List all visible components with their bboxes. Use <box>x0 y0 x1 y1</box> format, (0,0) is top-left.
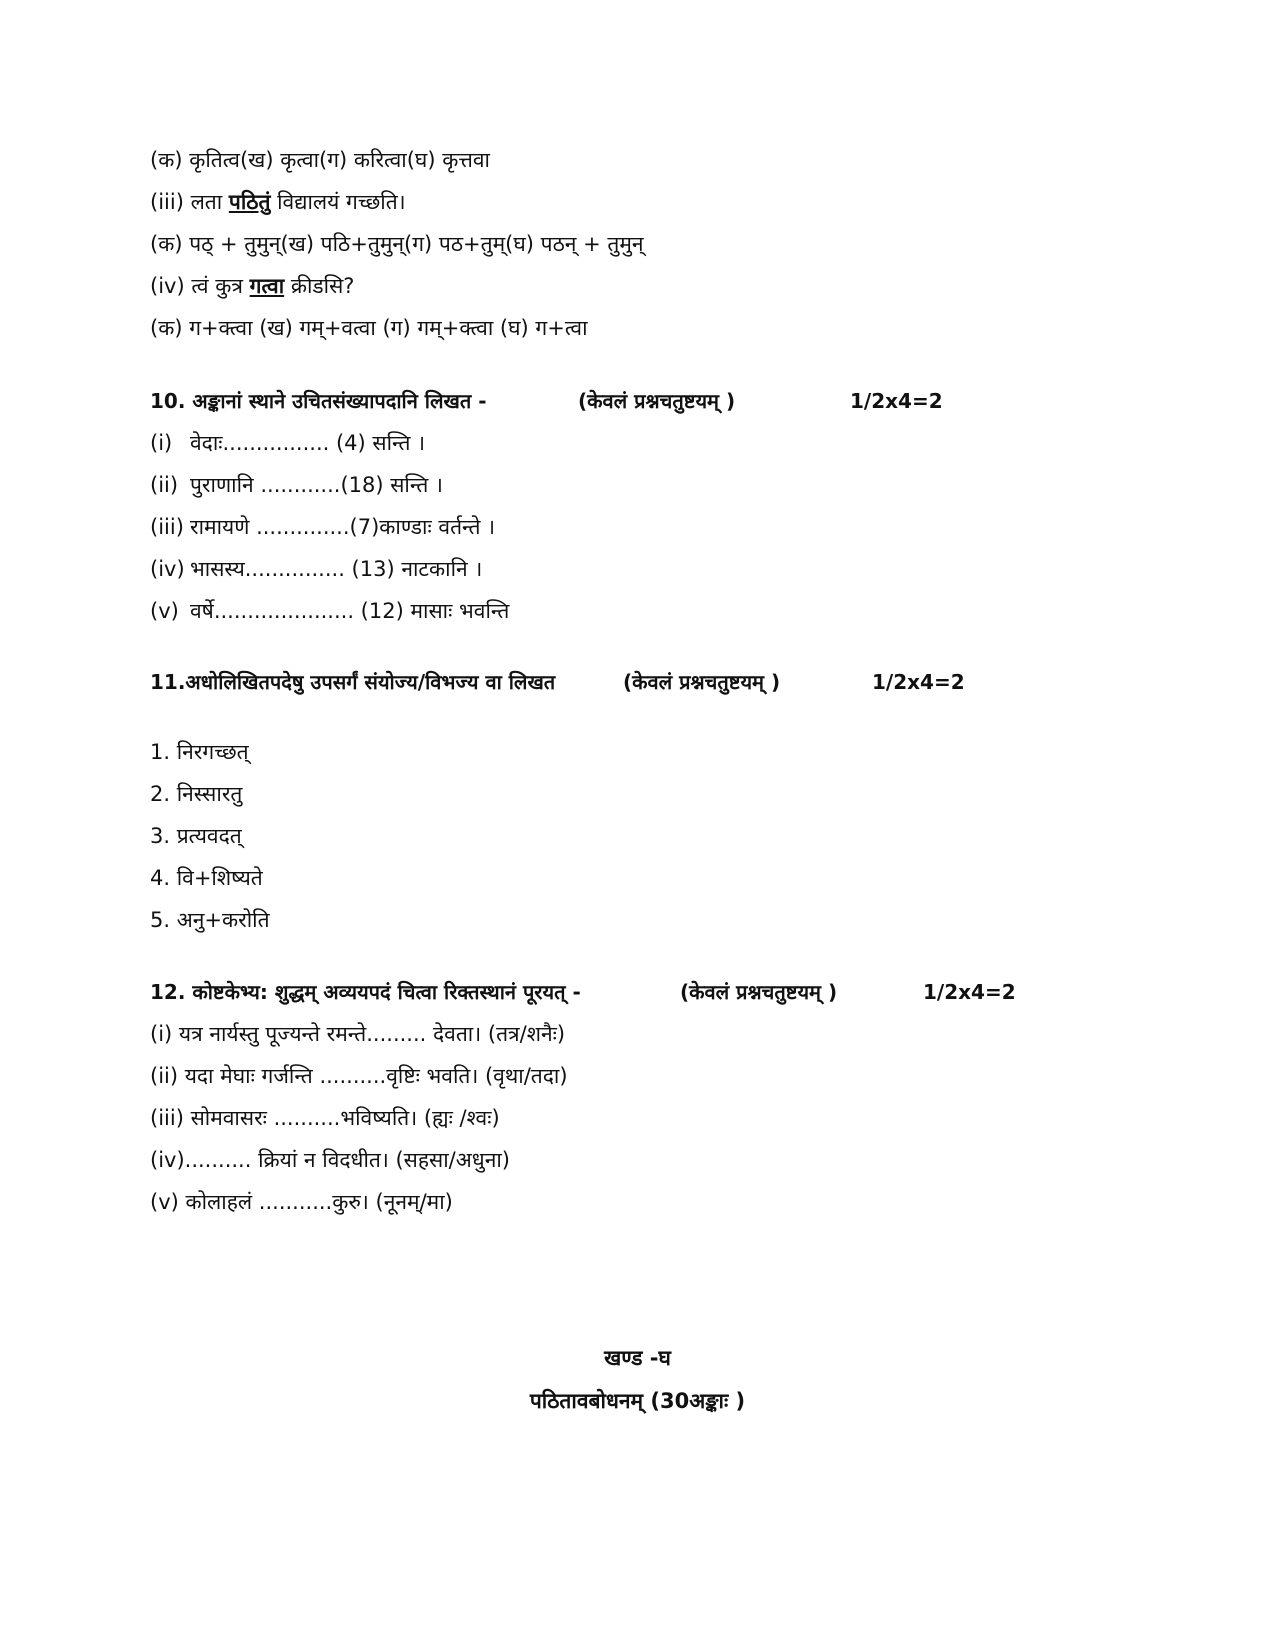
q9-iii-underlined-word: पठितुं <box>228 190 271 214</box>
q10-item <box>150 596 509 626</box>
q10-marks: 1/2x4=2 <box>850 389 943 413</box>
q9-question-iii <box>150 187 406 217</box>
q10-item <box>150 512 495 542</box>
q10-item <box>150 428 425 458</box>
q11-item: 3. प्रत्यवदत् <box>150 824 242 848</box>
q12-heading <box>150 977 1200 1007</box>
q10-item <box>150 554 482 584</box>
section-subtitle: पठितावबोधनम् (30अङ्काः ) <box>529 1389 746 1413</box>
q9-options-ii: (क) कृतित्व(ख) कृत्वा(ग) करित्वा(घ) कृत्तवा <box>150 148 490 172</box>
q10-title: 10. अङ्कानां स्थाने उचितसंख्यापदानि लिखत - <box>150 389 487 413</box>
q9-iv-suffix: क्रीडसि? <box>284 274 355 298</box>
q10-item-number: (ii) <box>150 473 179 497</box>
q12-item: (iv).......... क्रियां न विदधीत। (सहसा/अधुना) <box>150 1148 510 1172</box>
q12-item: (iii) सोमवासरः ..........भविष्यति। (ह्यः /श्वः) <box>150 1106 500 1130</box>
q9-question-iv <box>150 271 354 301</box>
q10-item-text: वेदाः................ (4) सन्ति । <box>190 431 426 455</box>
q10-item-number: (iii) <box>150 515 184 539</box>
q9-iii-suffix: विद्यालयं गच्छति। <box>270 190 406 214</box>
q12-marks: 1/2x4=2 <box>923 980 1016 1004</box>
q9-options-iv: (क) ग+क्त्वा (ख) गम्+वत्वा (ग) गम्+क्त्वा (घ) ग+त्वा <box>150 316 588 340</box>
q9-iv-underlined-word: गत्वा <box>249 274 285 298</box>
q11-heading <box>150 667 1150 697</box>
q9-iv-prefix: (iv) त्वं कुत्र <box>150 274 250 298</box>
q11-note: (केवलं प्रश्नचतुष्टयम् ) <box>623 670 781 694</box>
q12-note: (केवलं प्रश्नचतुष्टयम् ) <box>680 980 838 1004</box>
q12-title: 12. कोष्टकेभ्य: शुद्धम् अव्ययपदं चित्वा रिक्तस्थानं पूरयत् - <box>150 980 581 1004</box>
q11-marks: 1/2x4=2 <box>872 670 965 694</box>
q9-options-iii: (क) पठ् + तुमुन्(ख) पठि+तुमुन्(ग) पठ+तुम्(घ) पठन् + तुमुन् <box>150 232 644 256</box>
q10-heading <box>150 386 1150 416</box>
q10-item-number: (iv) <box>150 557 185 581</box>
q11-item: 2. निस्सारतु <box>150 782 243 806</box>
q10-item-number: (v) <box>150 599 179 623</box>
q9-iii-prefix: (iii) लता <box>150 190 229 214</box>
q11-item: 5. अनु+करोति <box>150 908 270 932</box>
q12-item: (ii) यदा मेघाः गर्जन्ति ..........वृष्टिः भवति। (वृथा/तदा) <box>150 1064 568 1088</box>
q10-note: (केवलं प्रश्नचतुष्टयम् ) <box>578 389 736 413</box>
q12-item: (v) कोलाहलं ...........कुरु। (नूनम्/मा) <box>150 1190 453 1214</box>
q10-item-text: पुराणानि ............(18) सन्ति । <box>190 473 443 497</box>
q10-item <box>150 470 443 500</box>
q10-item-number: (i) <box>150 431 173 455</box>
q11-item: 4. वि+शिष्यते <box>150 866 263 890</box>
q10-item-text: भासस्य............... (13) नाटकानि । <box>190 557 483 581</box>
q10-item-text: रामायणे ..............(7)काण्डाः वर्तन्ते । <box>190 515 496 539</box>
q11-item: 1. निरगच्छत् <box>150 740 249 764</box>
q12-item: (i) यत्र नार्यस्तु पूज्यन्ते रमन्ते......... देवता। (तत्र/शनैः) <box>150 1022 566 1046</box>
q11-title: 11.अधोलिखितपदेषु उपसर्गं संयोज्य/विभज्य वा लिखत <box>150 670 556 694</box>
section-title: खण्ड -घ <box>604 1346 671 1370</box>
q10-item-text: वर्षे..................... (12) मासाः भवन्ति <box>190 599 510 623</box>
